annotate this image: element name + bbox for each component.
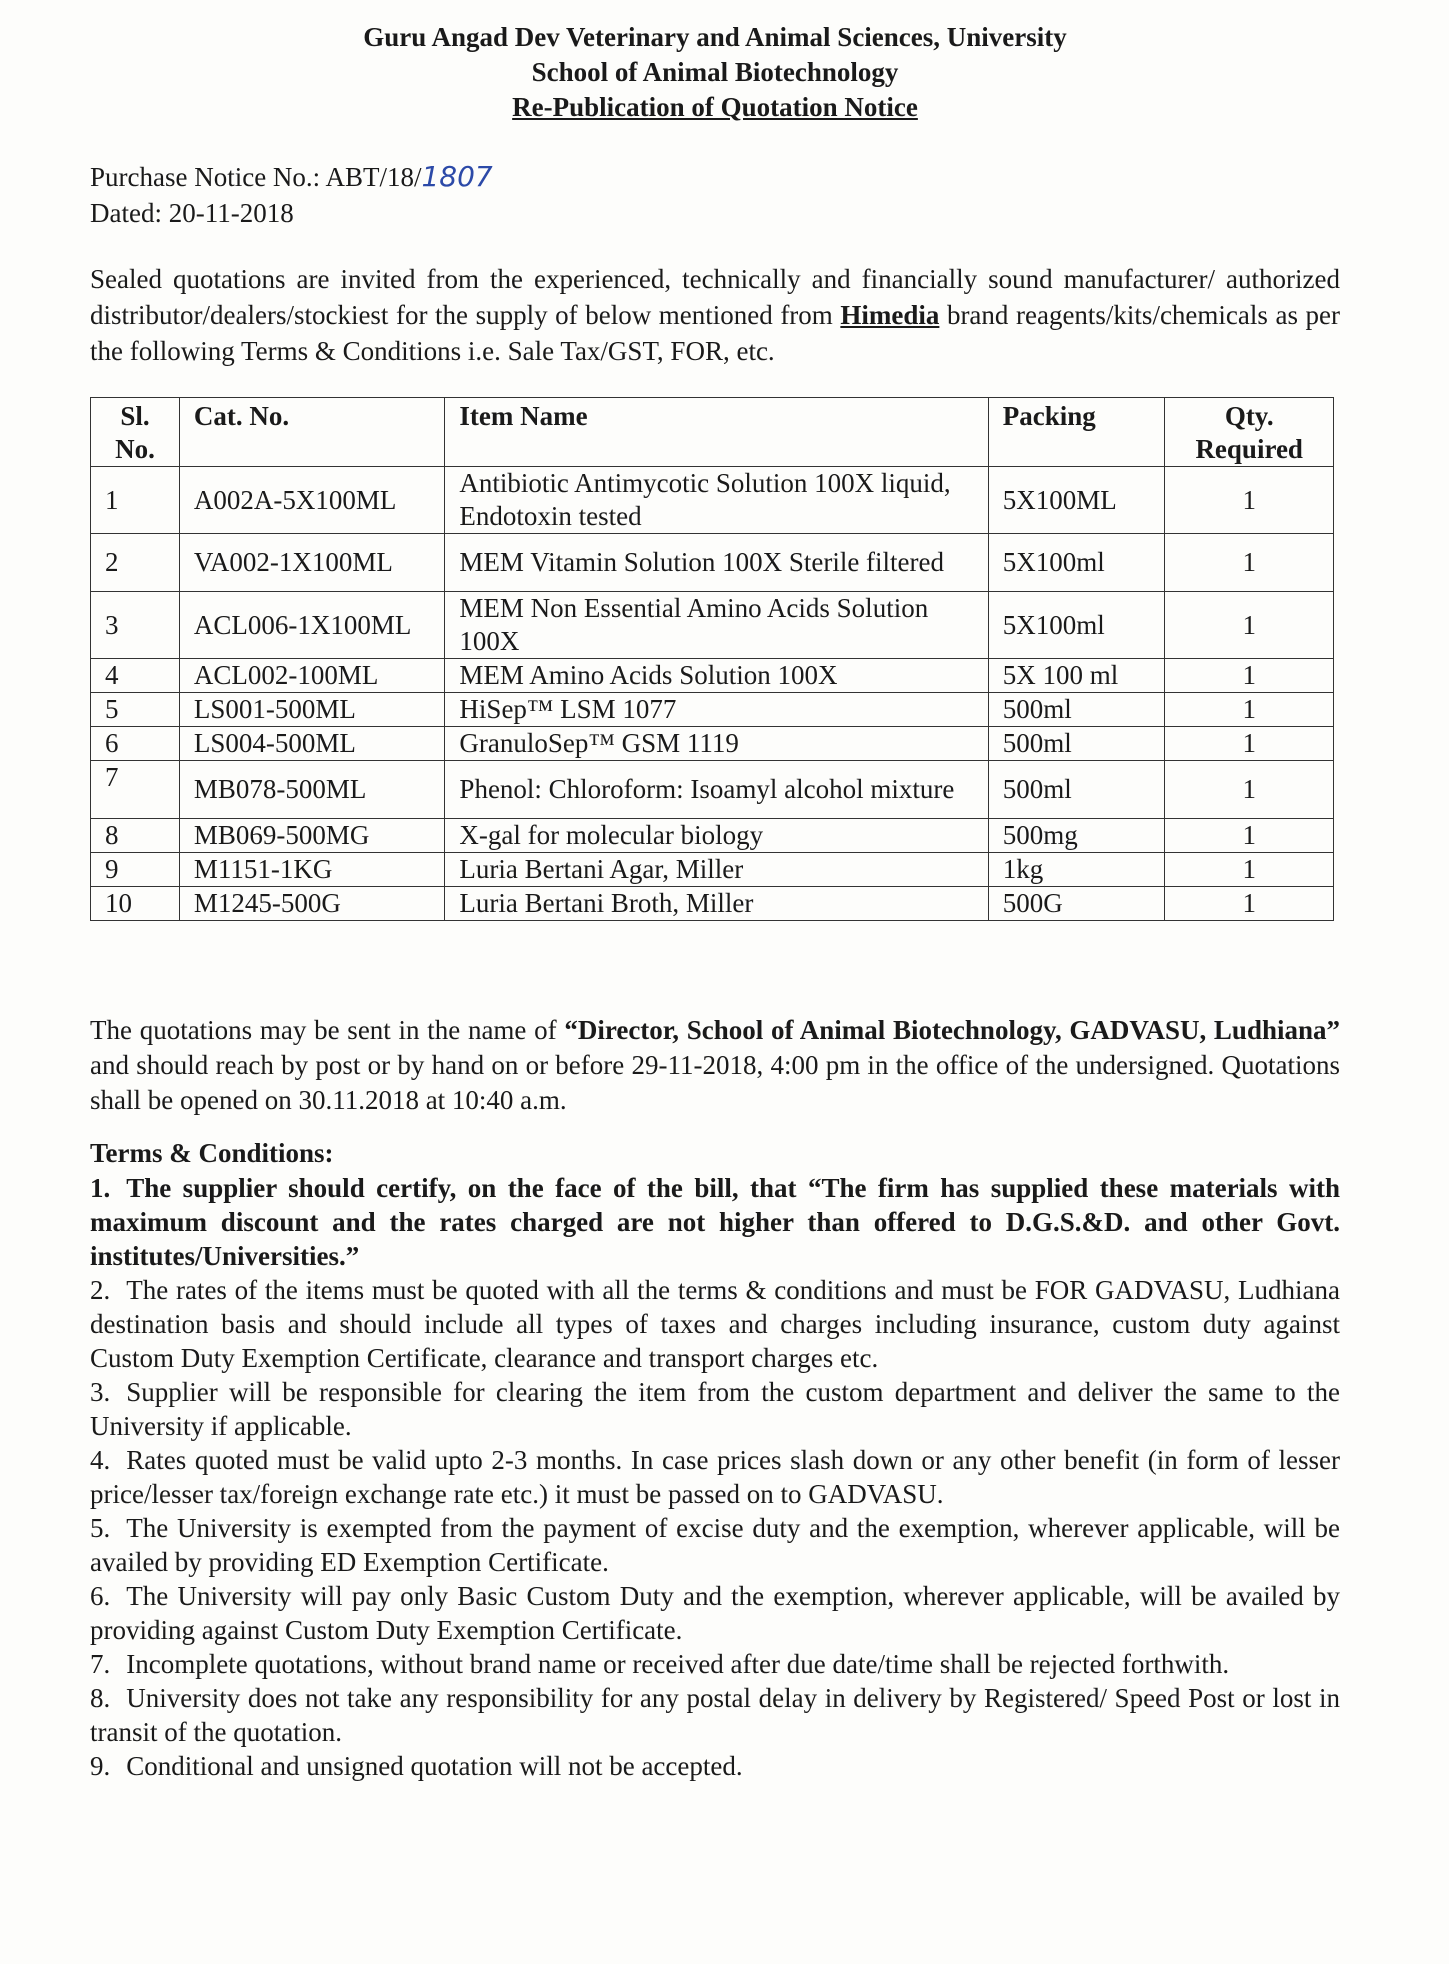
cell-qty: 1	[1165, 534, 1334, 592]
items-table	[90, 397, 1334, 921]
notice-date: Dated: 20-11-2018	[90, 198, 294, 228]
table-row	[91, 853, 1334, 887]
cell-packing: 500ml	[988, 727, 1165, 761]
term-text: Rates quoted must be valid upto 2-3 months. In case prices slash down or any other benefit (in form of lesser price/lesser tax/foreign exchange rate etc.) it must be passed on to GADVASU.	[90, 1445, 1340, 1509]
term-item	[90, 1443, 1340, 1511]
table-header-row	[91, 398, 1334, 467]
col-header-sl-no: Sl. No.	[91, 398, 180, 467]
term-text: The University is exempted from the payment of excise duty and the exemption, wherever applicable, will be availed by providing ED Exemption Certificate.	[90, 1513, 1340, 1577]
term-number: 4.	[90, 1445, 111, 1475]
table-row	[91, 887, 1334, 921]
cell-packing: 5X 100 ml	[988, 659, 1165, 693]
cell-item-name: MEM Non Essential Amino Acids Solution 100X	[445, 592, 988, 659]
submission-text-start: The quotations may be sent in the name of	[90, 1015, 565, 1045]
cell-cat-no: VA002-1X100ML	[179, 534, 445, 592]
cell-item-name: HiSep™ LSM 1077	[445, 693, 988, 727]
term-item	[90, 1579, 1340, 1647]
cell-qty: 1	[1165, 592, 1334, 659]
term-item	[90, 1273, 1340, 1375]
col-header-qty: Qty. Required	[1165, 398, 1334, 467]
cell-sl-no: 4	[91, 659, 180, 693]
purchase-notice-number	[90, 159, 1340, 195]
terms-title: Terms & Conditions:	[90, 1138, 334, 1168]
cell-qty: 1	[1165, 853, 1334, 887]
addressee: “Director, School of Animal Biotechnology, GADVASU, Ludhiana”	[564, 1015, 1340, 1045]
cell-item-name: GranuloSep™ GSM 1119	[445, 727, 988, 761]
term-number: 2.	[90, 1275, 111, 1305]
university-name: Guru Angad Dev Veterinary and Animal Sciences, University	[363, 22, 1067, 52]
cell-packing: 500ml	[988, 761, 1165, 819]
cell-item-name: X-gal for molecular biology	[445, 819, 988, 853]
term-number: 1.	[90, 1173, 111, 1203]
intro-text-end: brand reagents/kits/chemicals as per the following Terms & Conditions i.e. Sale Tax/GST, FOR, etc.	[90, 300, 1340, 366]
term-item	[90, 1171, 1340, 1273]
cell-packing: 5X100ml	[988, 534, 1165, 592]
cell-cat-no: MB069-500MG	[179, 819, 445, 853]
col-header-item-name: Item Name	[445, 398, 988, 467]
handwritten-notice-number: 1807	[421, 160, 493, 193]
cell-cat-no: LS004-500ML	[179, 727, 445, 761]
cell-cat-no: M1151-1KG	[179, 853, 445, 887]
cell-sl-no: 10	[91, 887, 180, 921]
cell-packing: 5X100ml	[988, 592, 1165, 659]
cell-packing: 500mg	[988, 819, 1165, 853]
term-text: Incomplete quotations, without brand name or received after due date/time shall be rejected forthwith.	[126, 1649, 1230, 1679]
submission-paragraph	[90, 1013, 1340, 1118]
table-row	[91, 819, 1334, 853]
cell-qty: 1	[1165, 727, 1334, 761]
col-header-packing: Packing	[988, 398, 1165, 467]
cell-cat-no: A002A-5X100ML	[179, 467, 445, 534]
cell-cat-no: ACL006-1X100ML	[179, 592, 445, 659]
cell-qty: 1	[1165, 761, 1334, 819]
term-text: The supplier should certify, on the face of the bill, that “The firm has supplied these materials with maximum discount and the rates charged are not higher than offered to D.G.S.&D. and other Govt. institutes/Universities.”	[90, 1173, 1340, 1271]
cell-sl-no: 7	[91, 761, 180, 819]
intro-paragraph	[90, 261, 1340, 369]
brand-name: Himedia	[840, 300, 940, 330]
cell-qty: 1	[1165, 819, 1334, 853]
cell-cat-no: MB078-500ML	[179, 761, 445, 819]
cell-sl-no: 9	[91, 853, 180, 887]
cell-qty: 1	[1165, 887, 1334, 921]
cell-packing: 500ml	[988, 693, 1165, 727]
cell-item-name: MEM Amino Acids Solution 100X	[445, 659, 988, 693]
notice-title: Re-Publication of Quotation Notice	[512, 92, 918, 122]
col-header-cat-no: Cat. No.	[179, 398, 445, 467]
cell-sl-no: 3	[91, 592, 180, 659]
cell-item-name: Luria Bertani Agar, Miller	[445, 853, 988, 887]
cell-sl-no: 1	[91, 467, 180, 534]
term-number: 3.	[90, 1377, 111, 1407]
purchase-notice-label: Purchase Notice No.: ABT/18/	[90, 162, 422, 192]
table-row	[91, 659, 1334, 693]
cell-cat-no: ACL002-100ML	[179, 659, 445, 693]
term-item	[90, 1749, 1340, 1783]
cell-item-name: Phenol: Chloroform: Isoamyl alcohol mixture	[445, 761, 988, 819]
cell-packing: 5X100ML	[988, 467, 1165, 534]
term-text: The University will pay only Basic Custom Duty and the exemption, wherever applicable, will be availed by providing against Custom Duty Exemption Certificate.	[90, 1581, 1340, 1645]
school-name: School of Animal Biotechnology	[531, 57, 899, 87]
cell-item-name: Antibiotic Antimycotic Solution 100X liquid, Endotoxin tested	[445, 467, 988, 534]
term-text: Supplier will be responsible for clearing the item from the custom department and deliver the same to the University if applicable.	[90, 1377, 1340, 1441]
term-text: Conditional and unsigned quotation will not be accepted.	[126, 1751, 743, 1781]
cell-packing: 500G	[988, 887, 1165, 921]
term-number: 8.	[90, 1683, 111, 1713]
term-number: 7.	[90, 1649, 111, 1679]
table-row	[91, 693, 1334, 727]
notice-meta	[90, 159, 1340, 231]
notice-page	[90, 20, 1340, 1783]
term-number: 9.	[90, 1751, 111, 1781]
term-text: University does not take any responsibility for any postal delay in delivery by Registered/ Speed Post or lost in transit of the quotation.	[90, 1683, 1340, 1747]
letterhead	[90, 20, 1340, 125]
cell-packing: 1kg	[988, 853, 1165, 887]
intro-text-start: Sealed quotations are invited from the experienced, technically and financially sound manufacturer/ authorized distributor/dealers/stockiest for the supply of below mentioned from	[90, 264, 1340, 330]
term-text: The rates of the items must be quoted with all the terms & conditions and must be FOR GADVASU, Ludhiana destination basis and should include all types of taxes and charges including insurance, custom duty against Custom Duty Exemption Certificate, clearance and transport charges etc.	[90, 1275, 1340, 1373]
table-row	[91, 534, 1334, 592]
table-row	[91, 592, 1334, 659]
term-item	[90, 1375, 1340, 1443]
cell-sl-no: 2	[91, 534, 180, 592]
term-item	[90, 1681, 1340, 1749]
cell-cat-no: LS001-500ML	[179, 693, 445, 727]
cell-cat-no: M1245-500G	[179, 887, 445, 921]
cell-sl-no: 5	[91, 693, 180, 727]
table-row	[91, 727, 1334, 761]
term-number: 6.	[90, 1581, 111, 1611]
cell-item-name: MEM Vitamin Solution 100X Sterile filtered	[445, 534, 988, 592]
cell-item-name: Luria Bertani Broth, Miller	[445, 887, 988, 921]
term-item	[90, 1647, 1340, 1681]
cell-qty: 1	[1165, 659, 1334, 693]
term-number: 5.	[90, 1513, 111, 1543]
cell-sl-no: 6	[91, 727, 180, 761]
table-row	[91, 761, 1334, 819]
table-row	[91, 467, 1334, 534]
cell-qty: 1	[1165, 467, 1334, 534]
cell-qty: 1	[1165, 693, 1334, 727]
term-item	[90, 1511, 1340, 1579]
submission-text-end: and should reach by post or by hand on or before 29-11-2018, 4:00 pm in the office of the undersigned. Quotations shall be opened on 30.11.2018 at 10:40 a.m.	[90, 1050, 1340, 1115]
cell-sl-no: 8	[91, 819, 180, 853]
